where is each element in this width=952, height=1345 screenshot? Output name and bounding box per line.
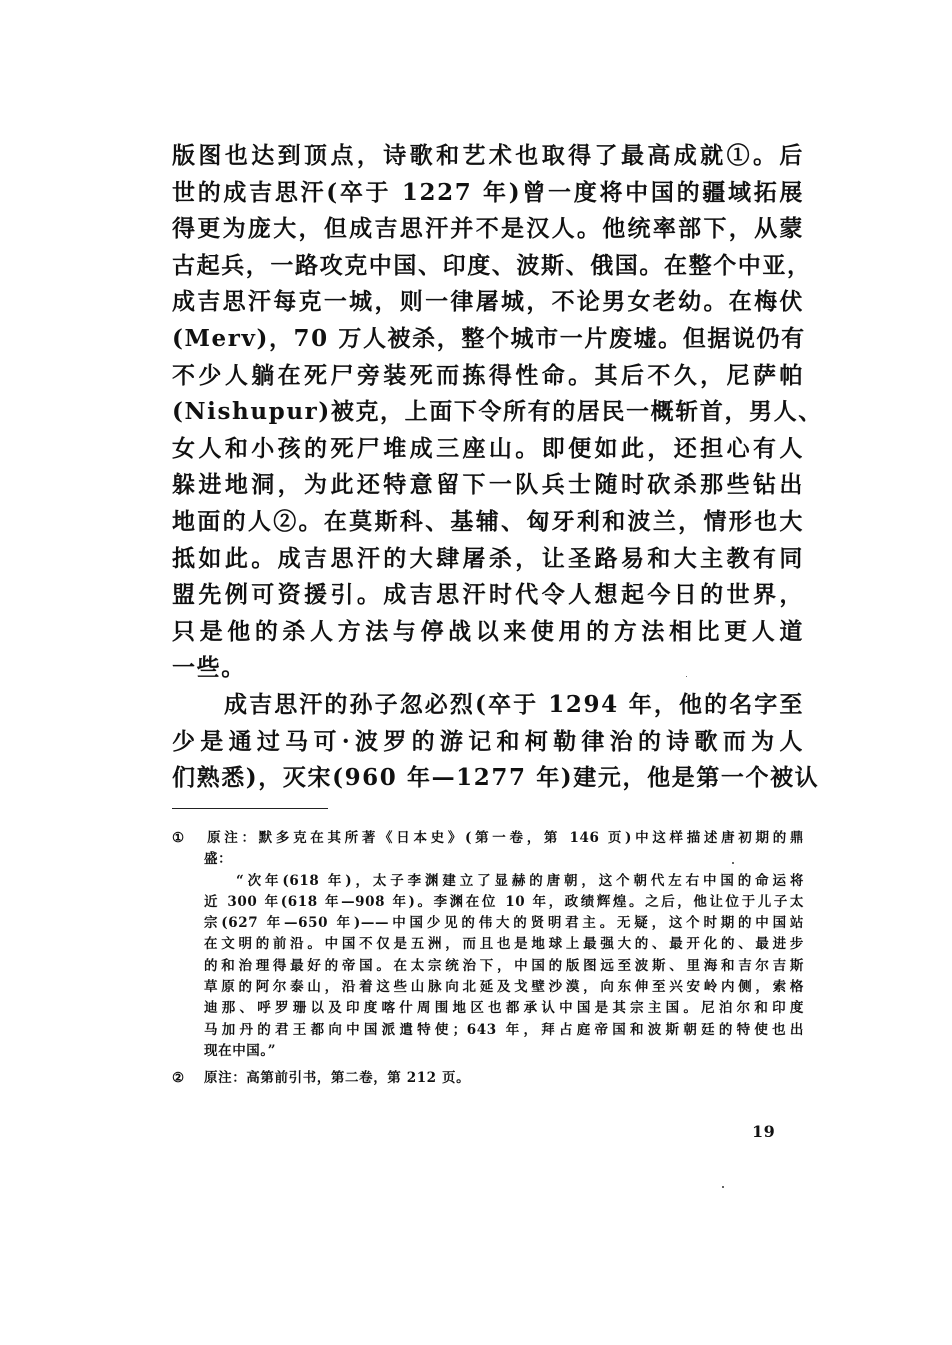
text-line: 只是他的杀人方法与停战以来使用的方法相比更人道 xyxy=(172,617,804,645)
scan-speck xyxy=(732,862,734,864)
paragraph-1 xyxy=(172,138,823,687)
text-line: 成吉思汗每克一城，则一律屠城，不论男女老幼。在梅伏 xyxy=(172,288,804,316)
footnote-line: 草原的阿尔泰山，沿着这些山脉向北延及戈壁沙漠，向东伸至兴安岭内侧，索格 xyxy=(204,979,804,996)
footnote-marker: ② xyxy=(172,1070,185,1087)
text-line: 躲进地洞，为此还特意留下一队兵士随时砍杀那些钻出 xyxy=(172,471,804,499)
footnote-line: 的和治理得最好的帝国。在太宗统治下，中国的版图远至波斯、里海和吉尔吉斯 xyxy=(204,957,804,974)
text-line: 古起兵，一路攻克中国、印度、波斯、俄国。在整个中亚， xyxy=(172,251,812,279)
text-line: 们熟悉)，灭宋(960 年—1277 年)建元，他是第一个被认 xyxy=(172,764,820,792)
text-line: 得更为庞大，但成吉思汗并不是汉人。他统率部下，从蒙 xyxy=(172,215,804,243)
text-line: 少是通过马可·波罗的游记和柯勒律治的诗歌而为人 xyxy=(172,727,804,755)
footnote-line xyxy=(172,828,804,849)
footnote-line: 在文明的前沿。中国不仅是五洲，而且也是地球上最强大的、最开化的、最进步 xyxy=(204,936,804,953)
text-line: (Merv)，70 万人被杀，整个城市一片废墟。但据说仍有 xyxy=(172,324,806,352)
page-number: 19 xyxy=(752,1122,776,1141)
text-line: 盟先例可资援引。成吉思汗时代令人想起今日的世界， xyxy=(172,581,804,609)
scan-speck xyxy=(722,1186,724,1188)
text-line: 不少人躺在死尸旁装死而拣得性命。其后不久，尼萨帕 xyxy=(172,361,804,389)
text-line: 地面的人②。在莫斯科、基辅、匈牙利和波兰，情形也大 xyxy=(172,507,804,535)
text-line: 成吉思汗的孙子忽必烈(卒于 1294 年，他的名字至 xyxy=(224,690,804,718)
footnote-text: 原注：默多克在其所著《日本史》(第一卷，第 146 页)中这样描述唐初期的鼎 xyxy=(204,830,804,846)
footnote-2 xyxy=(172,1068,804,1089)
text-line: 抵如此。成吉思汗的大肆屠杀，让圣路易和大主教有同 xyxy=(172,544,804,572)
footnote-divider xyxy=(172,808,328,809)
scan-speck xyxy=(686,676,687,677)
footnote-text: 原注：高第前引书，第二卷，第 212 页。 xyxy=(204,1070,471,1087)
paragraph-2 xyxy=(172,687,820,797)
footnote-line: 马加丹的君王都向中国派遣特使；643 年，拜占庭帝国和波斯朝廷的特使也出 xyxy=(204,1021,804,1038)
footnotes xyxy=(172,828,804,1090)
text-line: 女人和小孩的死尸堆成三座山。即便如此，还担心有人 xyxy=(172,434,804,462)
footnote-line xyxy=(172,1068,804,1089)
footnote-1 xyxy=(172,828,804,1062)
footnote-marker: ① xyxy=(172,830,185,846)
text-line: 版图也达到顶点，诗歌和艺术也取得了最高成就①。后 xyxy=(172,142,804,169)
footnote-line: 现在中国。” xyxy=(204,1042,277,1059)
footnote-line: “次年(618 年)，太子李渊建立了显赫的唐朝，这个朝代左右中国的命运将 xyxy=(236,872,804,889)
text-line: (Nishupur)被克，上面下令所有的居民一概斩首，男人、 xyxy=(172,398,823,426)
footnote-quote xyxy=(172,871,804,1063)
text-line: 一些。 xyxy=(172,654,246,682)
footnote-line: 迪那、呼罗珊以及印度喀什周围地区也都承认中国是其宗主国。尼泊尔和印度 xyxy=(204,1000,804,1017)
text-line: 世的成吉思汗(卒于 1227 年)曾一度将中国的疆域拓展 xyxy=(172,178,804,206)
footnote-line: 近 300 年(618 年—908 年)。李渊在位 10 年，政绩辉煌。之后，他让位于儿子太 xyxy=(204,893,804,910)
main-text xyxy=(172,138,823,797)
footnote-line: 宗(627 年—650 年)——中国少见的伟大的贤明君主。无疑，这个时期的中国站 xyxy=(204,915,804,932)
footnote-line: 盛： xyxy=(204,851,233,868)
